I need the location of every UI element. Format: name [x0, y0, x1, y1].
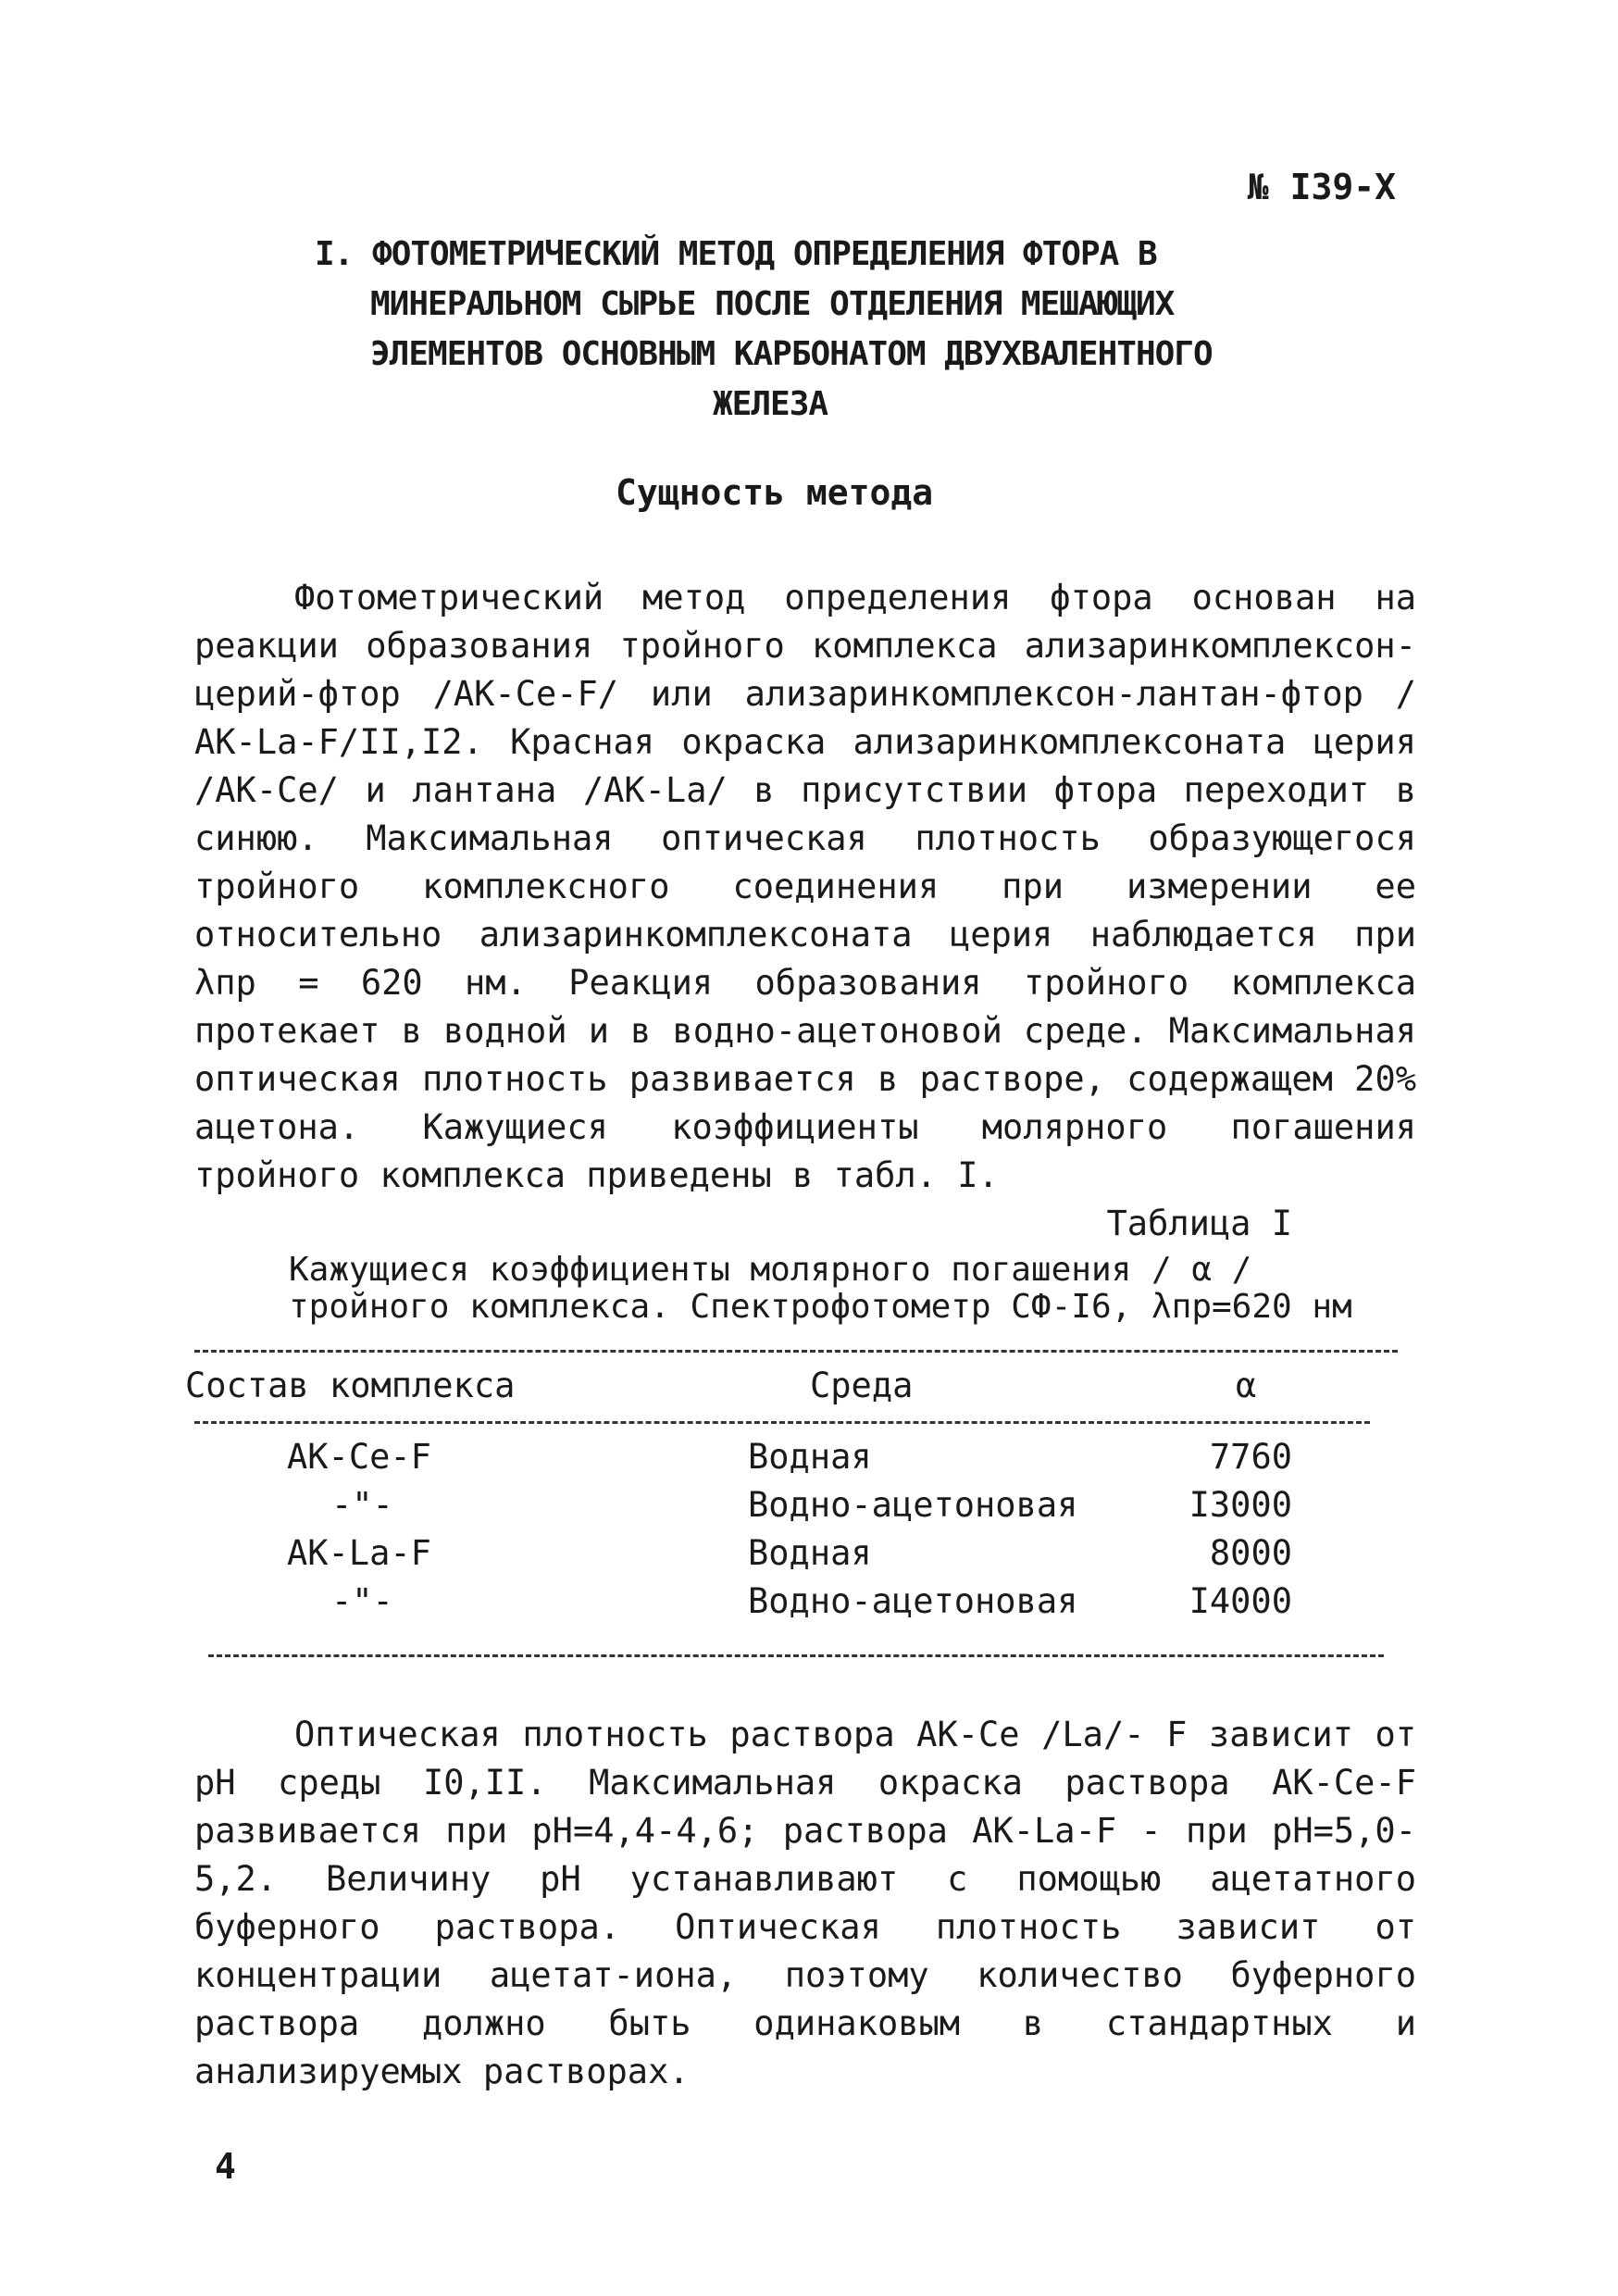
table-cell-medium: Водная	[748, 1533, 872, 1573]
paragraph-ph-dependence: Оптическая плотность раствора АК-Се /La/- F зависит от pH среды I0,II. Максимальная окраска раствора АК-Се-F развивается при pH=4,4-4,6; раствора АК-La-F - при pH=5,0-5,2. Величину pH устанавливают с помощью ацетатного буферного раствора. Оптическая плотность зависит от концентрации ацетат-иона, поэтому количество буферного раствора должно быть одинаковым в стандартных и анализируемых растворах.	[194, 1715, 1416, 2091]
table-cell-composition: -"-	[331, 1581, 393, 1621]
table-description	[289, 1252, 1352, 1326]
table-header-composition: Состав комплекса	[185, 1366, 516, 1405]
title-line-2: МИНЕРАЛЬНОМ СЫРЬЕ ПОСЛЕ ОТДЕЛЕНИЯ МЕШАЮЩИХ	[370, 285, 1175, 323]
table-cell-alpha: I3000	[1189, 1485, 1292, 1525]
table-bottom-rule	[208, 1654, 1384, 1657]
table-description-line-1: Кажущиеся коэффициенты молярного погашения / α /	[289, 1251, 1252, 1289]
table-caption: Таблица I	[1106, 1204, 1292, 1243]
document-title	[315, 230, 1213, 430]
paragraph-method-essence: Фотометрический метод определения фтора основан на реакции образования тройного комплекса ализаринкомплексон-церий-фтор /АК-Се-F/ или ализаринкомплексон-лантан-фтор /АК-La-F/II,I2. Красная окраска ализаринкомплексоната церия /АК-Се/ и лантана /АК-La/ в присутствии фтора переходит в синюю. Максимальная оптическая плотность образующегося тройного комплексного соединения при измерении ее относительно ализаринкомплексоната церия наблюдается при λпр = 620 нм. Реакция образования тройного комплекса протекает в водной и в водно-ацетоновой среде. Максимальная оптическая плотность развивается в растворе, содержащем 20% ацетона. Кажущиеся коэффициенты молярного погашения тройного комплекса приведены в табл. I.	[194, 578, 1416, 1195]
page-number: 4	[215, 2146, 236, 2187]
title-line-4: ЖЕЛЕЗА	[713, 385, 828, 423]
section-heading: Сущность метода	[616, 472, 934, 513]
table-cell-composition: АК-La-F	[287, 1533, 431, 1573]
table-cell-alpha: I4000	[1189, 1581, 1292, 1621]
document-number: № I39-X	[1247, 167, 1396, 207]
table-header-alpha: α	[1236, 1366, 1257, 1405]
title-line-1: I. ФОТОМЕТРИЧЕСКИЙ МЕТОД ОПРЕДЕЛЕНИЯ ФТОРА В	[315, 235, 1157, 273]
table-header-medium: Среда	[810, 1366, 914, 1405]
table-cell-medium: Водно-ацетоновая	[748, 1485, 1078, 1525]
table-cell-alpha: 7760	[1209, 1437, 1292, 1477]
table-cell-medium: Водно-ацетоновая	[748, 1581, 1078, 1621]
table-top-rule	[194, 1350, 1398, 1353]
table-cell-medium: Водная	[748, 1437, 872, 1477]
table-cell-alpha: 8000	[1209, 1533, 1292, 1573]
table-description-line-2: тройного комплекса. Спектрофотометр СФ-I6, λпр=620 нм	[289, 1288, 1352, 1326]
table-cell-composition: -"-	[331, 1485, 393, 1525]
table-header-rule	[194, 1421, 1370, 1424]
title-line-3: ЭЛЕМЕНТОВ ОСНОВНЫМ КАРБОНАТОМ ДВУХВАЛЕНТНОГО	[370, 335, 1213, 373]
table-cell-composition: АК-Се-F	[287, 1437, 431, 1477]
